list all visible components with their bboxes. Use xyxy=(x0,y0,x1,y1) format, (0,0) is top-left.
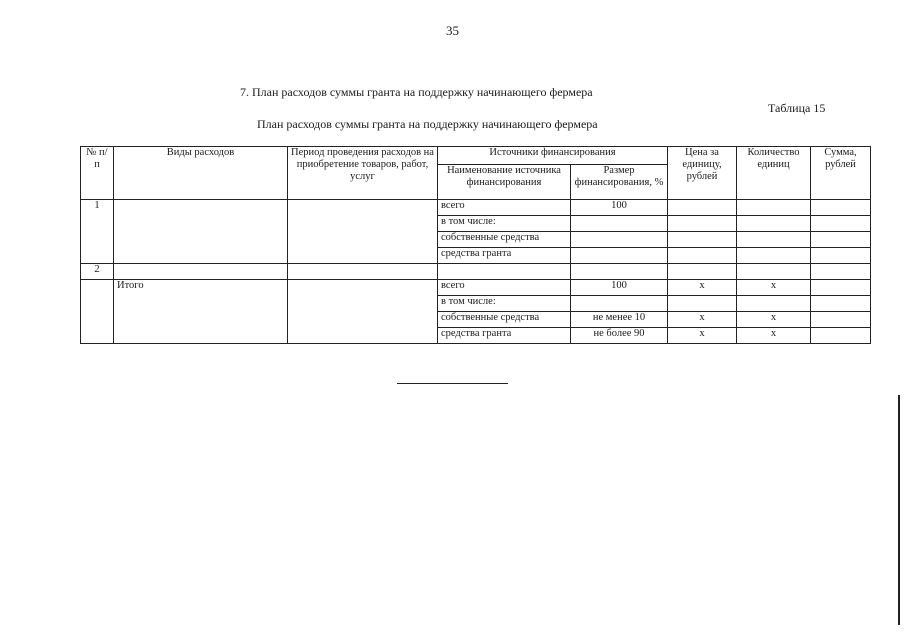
header-sources: Источники финансирования xyxy=(438,147,668,165)
source-name-cell: собственные средства xyxy=(438,312,571,328)
header-unit-price: Цена за единицу, рублей xyxy=(668,147,737,200)
source-share-cell xyxy=(571,264,668,280)
row-number xyxy=(81,280,114,344)
sum-cell xyxy=(811,296,871,312)
source-name-cell: средства гранта xyxy=(438,328,571,344)
sum-cell xyxy=(811,264,871,280)
source-name-cell xyxy=(438,264,571,280)
table-title: План расходов суммы гранта на поддержку начинающего фермера xyxy=(257,117,598,131)
expense-type-cell xyxy=(114,200,288,264)
source-share-cell xyxy=(571,248,668,264)
source-share-cell xyxy=(571,296,668,312)
quantity-cell xyxy=(737,232,811,248)
page-number: 35 xyxy=(446,23,459,38)
source-share-cell: 100 xyxy=(571,280,668,296)
row-number: 1 xyxy=(81,200,114,264)
quantity-cell xyxy=(737,216,811,232)
quantity-cell: х xyxy=(737,312,811,328)
sum-cell xyxy=(811,232,871,248)
header-sum: Сумма, рублей xyxy=(811,147,871,200)
quantity-cell xyxy=(737,248,811,264)
period-cell xyxy=(288,280,438,344)
unit-price-cell: х xyxy=(668,328,737,344)
sum-cell xyxy=(811,200,871,216)
table-label: Таблица 15 xyxy=(768,101,826,115)
source-name-cell: средства гранта xyxy=(438,248,571,264)
period-cell xyxy=(288,200,438,264)
total-label: Итого xyxy=(114,280,288,344)
margin-rule xyxy=(898,395,900,625)
sum-cell xyxy=(811,248,871,264)
source-share-cell: 100 xyxy=(571,200,668,216)
unit-price-cell: х xyxy=(668,312,737,328)
period-cell xyxy=(288,264,438,280)
source-share-cell xyxy=(571,232,668,248)
source-name-cell: собственные средства xyxy=(438,232,571,248)
unit-price-cell xyxy=(668,200,737,216)
header-expense-types: Виды расходов xyxy=(114,147,288,200)
source-name-cell: всего xyxy=(438,280,571,296)
source-share-cell: не менее 10 xyxy=(571,312,668,328)
header-source-share: Размер финансирования, % xyxy=(571,165,668,200)
header-source-name: Наименование источника финансирования xyxy=(438,165,571,200)
unit-price-cell xyxy=(668,216,737,232)
unit-price-cell xyxy=(668,232,737,248)
quantity-cell: х xyxy=(737,280,811,296)
section-heading: 7. План расходов суммы гранта на поддержку начинающего фермера xyxy=(240,85,593,99)
source-name-cell: в том числе: xyxy=(438,296,571,312)
source-name-cell: всего xyxy=(438,200,571,216)
header-period: Период проведения расходов на приобретение товаров, работ, услуг xyxy=(288,147,438,200)
table-row xyxy=(81,280,871,296)
table-row xyxy=(81,200,871,216)
unit-price-cell xyxy=(668,248,737,264)
row-number: 2 xyxy=(81,264,114,280)
sum-cell xyxy=(811,328,871,344)
separator-line xyxy=(397,383,508,384)
expense-type-cell xyxy=(114,264,288,280)
quantity-cell: х xyxy=(737,328,811,344)
table-row xyxy=(81,264,871,280)
source-share-cell xyxy=(571,216,668,232)
sum-cell xyxy=(811,216,871,232)
quantity-cell xyxy=(737,200,811,216)
unit-price-cell xyxy=(668,264,737,280)
expense-plan-table xyxy=(80,146,871,344)
sum-cell xyxy=(811,312,871,328)
header-num: № п/п xyxy=(81,147,114,200)
source-share-cell: не более 90 xyxy=(571,328,668,344)
header-quantity: Количество единиц xyxy=(737,147,811,200)
quantity-cell xyxy=(737,264,811,280)
source-name-cell: в том числе: xyxy=(438,216,571,232)
unit-price-cell: х xyxy=(668,280,737,296)
unit-price-cell xyxy=(668,296,737,312)
sum-cell xyxy=(811,280,871,296)
quantity-cell xyxy=(737,296,811,312)
